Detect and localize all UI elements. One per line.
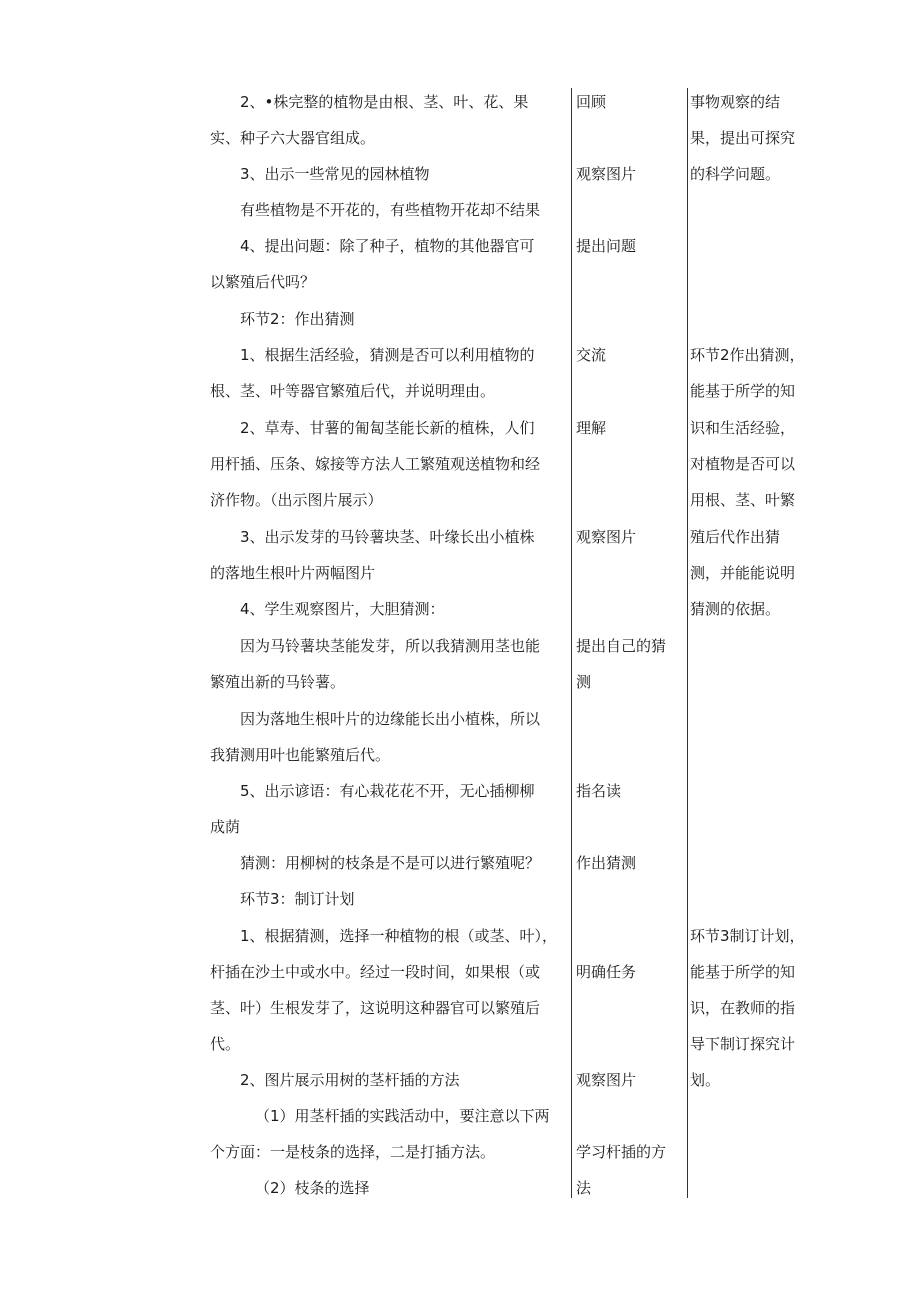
design-intent-text: 事物观察的结: [690, 93, 781, 111]
procedure-text-line: 实、种子六大器官组成。: [210, 129, 376, 147]
procedure-text-line: 繁殖出新的马铃薯。: [210, 673, 346, 691]
student-activity-text: 提出问题: [576, 237, 637, 255]
student-activity-text: 指名读: [576, 782, 622, 800]
student-activity-text: 明确任务: [576, 963, 637, 981]
procedure-text-line: 3、出示一些常见的园林植物: [240, 165, 430, 183]
design-intent-text: 殖后代作出猜: [690, 528, 781, 546]
procedure-text-line: 环节2：作出猜测: [240, 310, 355, 328]
design-intent-text: 猜测的依据。: [690, 600, 781, 618]
procedure-text-line: 杆插在沙土中或水中。经过一段时间，如果根（或: [210, 963, 541, 981]
procedure-text-line: 5、出示谚语：有心栽花花不开，无心插柳柳: [240, 782, 535, 800]
table-divider-left: [571, 88, 572, 1198]
procedure-text-line: 2、图片展示用树的茎杆插的方法: [240, 1071, 460, 1089]
student-activity-text: 学习杆插的方: [576, 1143, 667, 1161]
procedure-text-line: 我猜测用叶也能繁殖后代。: [210, 746, 391, 764]
design-intent-text: 能基于所学的知: [690, 382, 796, 400]
student-activity-text: 回顾: [576, 93, 607, 111]
procedure-text-line: 以繁殖后代吗？: [210, 273, 316, 291]
student-activity-text: 观察图片: [576, 1071, 637, 1089]
design-intent-text: 环节3制订计划，: [690, 927, 805, 945]
design-intent-text: 果，提出可探究: [690, 129, 796, 147]
procedure-text-line: 因为落地生根叶片的边缘能长出小植株，所以: [240, 710, 541, 728]
design-intent-text: 测，并能能说明: [690, 564, 796, 582]
table-divider-right: [687, 88, 688, 1198]
student-activity-text: 观察图片: [576, 528, 637, 546]
design-intent-text: 对植物是否可以: [690, 455, 796, 473]
procedure-text-line: 用杆插、压条、嫁接等方法人工繁殖观送植物和经: [210, 455, 541, 473]
design-intent-text: 用根、茎、叶繁: [690, 491, 796, 509]
procedure-text-line: 的落地生根叶片两幅图片: [210, 564, 376, 582]
procedure-text-line: 根、茎、叶等器官繁殖后代，并说明理由。: [210, 382, 496, 400]
procedure-text-line: 因为马铃薯块茎能发芽，所以我猜测用茎也能: [240, 637, 541, 655]
procedure-text-line: 猜测：用柳树的枝条是不是可以进行繁殖呢？: [240, 854, 541, 872]
student-activity-text: 交流: [576, 346, 607, 364]
procedure-text-line: 茎、叶）生根发芽了，这说明这种器官可以繁殖后: [210, 999, 541, 1017]
procedure-text-line: 4、学生观察图片，大胆猜测：: [240, 600, 445, 618]
procedure-text-line: 济作物。（出示图片展示）: [210, 491, 383, 509]
procedure-text-line: 环节3：制订计划: [240, 890, 355, 908]
student-activity-text: 作出猜测: [576, 854, 637, 872]
design-intent-text: 划。: [690, 1071, 721, 1089]
student-activity-text: 法: [576, 1179, 592, 1197]
design-intent-text: 能基于所学的知: [690, 963, 796, 981]
design-intent-text: 导下制订探究计: [690, 1035, 796, 1053]
procedure-text-line: 4、提出问题：除了种子，植物的其他器官可: [240, 237, 535, 255]
student-activity-text: 观察图片: [576, 165, 637, 183]
design-intent-text: 识，在教师的指: [690, 999, 796, 1017]
design-intent-text: 环节2作出猜测，: [690, 346, 805, 364]
procedure-text-line: 代。: [210, 1035, 241, 1053]
procedure-text-line: （1）用茎杆插的实践活动中，要注意以下两: [255, 1107, 550, 1125]
procedure-text-line: 有些植物是不开花的，有些植物开花却不结果: [240, 201, 541, 219]
procedure-text-line: （2）枝条的选择: [255, 1179, 370, 1197]
design-intent-text: 识和生活经验，: [690, 419, 796, 437]
procedure-text-line: 2、•株完整的植物是由根、茎、叶、花、果: [240, 93, 529, 111]
student-activity-text: 提出自己的猜: [576, 637, 667, 655]
procedure-text-line: 1、根据生活经验，猜测是否可以利用植物的: [240, 346, 535, 364]
procedure-text-line: 1、根据猜测，选择一种植物的根（或茎、叶），: [240, 927, 558, 945]
procedure-text-line: 成荫: [210, 818, 241, 836]
procedure-text-line: 3、出示发芽的马铃薯块茎、叶缘长出小植株: [240, 528, 535, 546]
student-activity-text: 理解: [576, 419, 607, 437]
procedure-text-line: 2、草寿、甘薯的匍匐茎能长新的植株，人们: [240, 419, 535, 437]
student-activity-text: 测: [576, 673, 592, 691]
procedure-text-line: 个方面：一是枝条的选择，二是打插方法。: [210, 1143, 496, 1161]
design-intent-text: 的科学问题。: [690, 165, 781, 183]
